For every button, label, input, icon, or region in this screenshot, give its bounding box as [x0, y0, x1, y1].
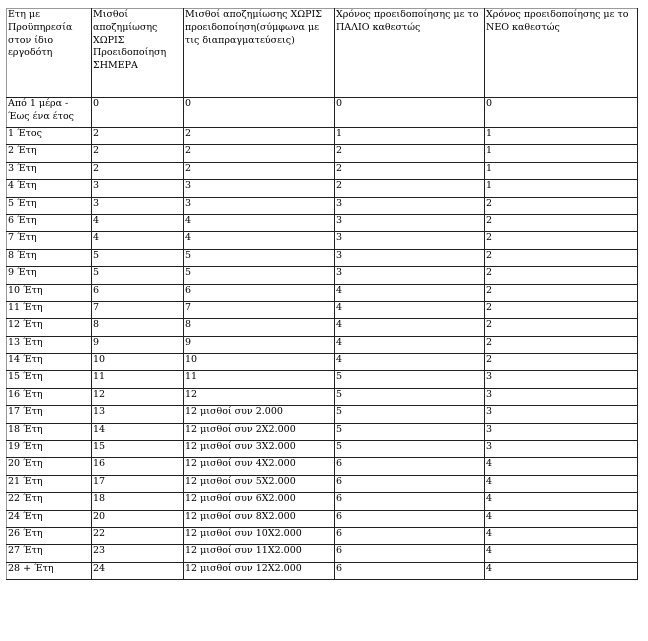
header-salaries-today: Μισθοί αποζημίωσης ΧΩΡΙΣ Προειδοποίηση ΣΗΜΕΡΑ [92, 9, 184, 98]
header-years-of-service: Ετη με Προϋπηρεσία στον ίδιο εργοδότη [7, 9, 92, 98]
years-cell: 8 Έτη [7, 249, 92, 266]
salaries-today-cell: 5 [92, 249, 184, 266]
salaries-today-cell: 2 [92, 128, 184, 145]
table-row [7, 232, 638, 249]
salaries-today-cell: 4 [92, 214, 184, 231]
years-cell: 22 Έτη [7, 493, 92, 510]
salaries-negotiated-cell: 6 [184, 284, 335, 301]
salaries-today-cell: 4 [92, 232, 184, 249]
notice-new-cell: 2 [485, 301, 638, 318]
years-cell: 24 Έτη [7, 510, 92, 527]
salaries-today-cell: 17 [92, 475, 184, 492]
salaries-today-cell: 15 [92, 441, 184, 458]
notice-new-cell: 2 [485, 284, 638, 301]
table-row [7, 354, 638, 371]
notice-new-cell: 0 [485, 98, 638, 128]
notice-old-cell: 3 [335, 232, 485, 249]
notice-old-cell: 6 [335, 475, 485, 492]
table-row [7, 475, 638, 492]
salaries-negotiated-cell: 12 μισθοί συν 4Χ2.000 [184, 458, 335, 475]
salaries-today-cell: 13 [92, 406, 184, 423]
severance-table [6, 8, 638, 580]
salaries-today-cell: 9 [92, 336, 184, 353]
table-row [7, 162, 638, 179]
salaries-negotiated-cell: 2 [184, 162, 335, 179]
salaries-today-cell: 18 [92, 493, 184, 510]
notice-new-cell: 2 [485, 354, 638, 371]
table-row [7, 301, 638, 318]
notice-new-cell: 4 [485, 527, 638, 544]
notice-old-cell: 6 [335, 458, 485, 475]
salaries-negotiated-cell: 11 [184, 371, 335, 388]
table-row [7, 336, 638, 353]
years-cell: 6 Έτη [7, 214, 92, 231]
years-cell: 4 Έτη [7, 180, 92, 197]
notice-old-cell: 6 [335, 493, 485, 510]
notice-new-cell: 1 [485, 180, 638, 197]
salaries-today-cell: 8 [92, 319, 184, 336]
notice-old-cell: 2 [335, 145, 485, 162]
salaries-today-cell: 3 [92, 180, 184, 197]
notice-old-cell: 3 [335, 267, 485, 284]
salaries-negotiated-cell: 5 [184, 249, 335, 266]
salaries-negotiated-cell: 2 [184, 145, 335, 162]
notice-new-cell: 1 [485, 162, 638, 179]
table-row [7, 319, 638, 336]
salaries-today-cell: 2 [92, 145, 184, 162]
notice-new-cell: 1 [485, 145, 638, 162]
notice-old-cell: 6 [335, 527, 485, 544]
table-row [7, 214, 638, 231]
years-cell: 9 Έτη [7, 267, 92, 284]
years-cell: 21 Έτη [7, 475, 92, 492]
notice-new-cell: 2 [485, 249, 638, 266]
notice-new-cell: 4 [485, 458, 638, 475]
table-row [7, 145, 638, 162]
salaries-negotiated-cell: 12 μισθοί συν 5Χ2.000 [184, 475, 335, 492]
table-row [7, 441, 638, 458]
salaries-negotiated-cell: 12 μισθοί συν 2.000 [184, 406, 335, 423]
years-cell: 17 Έτη [7, 406, 92, 423]
table-row [7, 493, 638, 510]
salaries-negotiated-cell: 12 [184, 388, 335, 405]
notice-old-cell: 0 [335, 98, 485, 128]
table-row [7, 197, 638, 214]
years-cell: 11 Έτη [7, 301, 92, 318]
notice-old-cell: 4 [335, 301, 485, 318]
notice-new-cell: 2 [485, 267, 638, 284]
notice-old-cell: 2 [335, 180, 485, 197]
years-cell: 12 Έτη [7, 319, 92, 336]
notice-old-cell: 2 [335, 162, 485, 179]
salaries-today-cell: 22 [92, 527, 184, 544]
years-cell: 5 Έτη [7, 197, 92, 214]
salaries-today-cell: 11 [92, 371, 184, 388]
notice-new-cell: 3 [485, 371, 638, 388]
notice-old-cell: 1 [335, 128, 485, 145]
salaries-today-cell: 3 [92, 197, 184, 214]
salaries-negotiated-cell: 4 [184, 232, 335, 249]
years-cell: 7 Έτη [7, 232, 92, 249]
table-row [7, 98, 638, 128]
salaries-negotiated-cell: 12 μισθοί συν 12Χ2.000 [184, 562, 335, 579]
years-cell: 13 Έτη [7, 336, 92, 353]
salaries-negotiated-cell: 12 μισθοί συν 8Χ2.000 [184, 510, 335, 527]
years-cell: 18 Έτη [7, 423, 92, 440]
notice-new-cell: 4 [485, 562, 638, 579]
table-row [7, 510, 638, 527]
table-row [7, 180, 638, 197]
notice-new-cell: 3 [485, 423, 638, 440]
years-cell: 16 Έτη [7, 388, 92, 405]
salaries-negotiated-cell: 3 [184, 180, 335, 197]
years-cell: 20 Έτη [7, 458, 92, 475]
table-body [7, 98, 638, 580]
table-row [7, 458, 638, 475]
salaries-negotiated-cell: 2 [184, 128, 335, 145]
notice-new-cell: 1 [485, 128, 638, 145]
salaries-negotiated-cell: 12 μισθοί συν 2Χ2.000 [184, 423, 335, 440]
notice-old-cell: 5 [335, 423, 485, 440]
table-row [7, 267, 638, 284]
table-header [7, 9, 638, 98]
table-row [7, 388, 638, 405]
salaries-today-cell: 5 [92, 267, 184, 284]
notice-old-cell: 6 [335, 562, 485, 579]
notice-new-cell: 4 [485, 493, 638, 510]
salaries-negotiated-cell: 0 [184, 98, 335, 128]
notice-new-cell: 3 [485, 388, 638, 405]
years-cell: Από 1 μέρα - Έως ένα έτος [7, 98, 92, 128]
salaries-today-cell: 12 [92, 388, 184, 405]
notice-old-cell: 6 [335, 510, 485, 527]
salaries-today-cell: 23 [92, 545, 184, 562]
salaries-negotiated-cell: 5 [184, 267, 335, 284]
salaries-today-cell: 6 [92, 284, 184, 301]
table-row [7, 284, 638, 301]
table-row [7, 371, 638, 388]
salaries-today-cell: 10 [92, 354, 184, 371]
salaries-negotiated-cell: 12 μισθοί συν 3Χ2.000 [184, 441, 335, 458]
notice-new-cell: 4 [485, 510, 638, 527]
salaries-negotiated-cell: 3 [184, 197, 335, 214]
years-cell: 27 Έτη [7, 545, 92, 562]
notice-old-cell: 4 [335, 354, 485, 371]
salaries-negotiated-cell: 12 μισθοί συν 11Χ2.000 [184, 545, 335, 562]
table-row [7, 423, 638, 440]
years-cell: 3 Έτη [7, 162, 92, 179]
years-cell: 19 Έτη [7, 441, 92, 458]
table-row [7, 128, 638, 145]
years-cell: 28 + Έτη [7, 562, 92, 579]
notice-new-cell: 4 [485, 475, 638, 492]
notice-new-cell: 3 [485, 406, 638, 423]
notice-new-cell: 2 [485, 336, 638, 353]
table-row [7, 406, 638, 423]
years-cell: 10 Έτη [7, 284, 92, 301]
salaries-negotiated-cell: 9 [184, 336, 335, 353]
years-cell: 14 Έτη [7, 354, 92, 371]
salaries-negotiated-cell: 12 μισθοί συν 10Χ2.000 [184, 527, 335, 544]
salaries-today-cell: 16 [92, 458, 184, 475]
table-row [7, 545, 638, 562]
header-salaries-negotiated: Μισθοί αποζημίωσης ΧΩΡΙΣ προειδοποίηση(σύμφωνα με τις διαπραγματεύσεις) [184, 9, 335, 98]
notice-old-cell: 5 [335, 441, 485, 458]
table-row [7, 562, 638, 579]
years-cell: 1 Έτος [7, 128, 92, 145]
notice-new-cell: 2 [485, 319, 638, 336]
notice-old-cell: 5 [335, 406, 485, 423]
notice-new-cell: 2 [485, 232, 638, 249]
salaries-negotiated-cell: 12 μισθοί συν 6Χ2.000 [184, 493, 335, 510]
notice-old-cell: 4 [335, 284, 485, 301]
notice-old-cell: 4 [335, 319, 485, 336]
salaries-today-cell: 2 [92, 162, 184, 179]
notice-old-cell: 4 [335, 336, 485, 353]
notice-new-cell: 2 [485, 214, 638, 231]
table-row [7, 527, 638, 544]
header-notice-old-regime: Χρόνος προειδοποίησης με το ΠΑΛΙΟ καθεστώς [335, 9, 485, 98]
notice-old-cell: 5 [335, 371, 485, 388]
salaries-negotiated-cell: 10 [184, 354, 335, 371]
salaries-today-cell: 20 [92, 510, 184, 527]
salaries-today-cell: 7 [92, 301, 184, 318]
table-row [7, 249, 638, 266]
salaries-negotiated-cell: 8 [184, 319, 335, 336]
header-notice-new-regime: Χρόνος προειδοποίησης με το ΝΕΟ καθεστώς [485, 9, 638, 98]
years-cell: 15 Έτη [7, 371, 92, 388]
notice-new-cell: 3 [485, 441, 638, 458]
salaries-negotiated-cell: 4 [184, 214, 335, 231]
salaries-today-cell: 14 [92, 423, 184, 440]
notice-old-cell: 3 [335, 197, 485, 214]
notice-new-cell: 4 [485, 545, 638, 562]
salaries-today-cell: 24 [92, 562, 184, 579]
salaries-today-cell: 0 [92, 98, 184, 128]
years-cell: 2 Έτη [7, 145, 92, 162]
notice-old-cell: 3 [335, 214, 485, 231]
salaries-negotiated-cell: 7 [184, 301, 335, 318]
notice-old-cell: 5 [335, 388, 485, 405]
notice-old-cell: 6 [335, 545, 485, 562]
notice-old-cell: 3 [335, 249, 485, 266]
notice-new-cell: 2 [485, 197, 638, 214]
years-cell: 26 Έτη [7, 527, 92, 544]
header-row [7, 9, 638, 98]
